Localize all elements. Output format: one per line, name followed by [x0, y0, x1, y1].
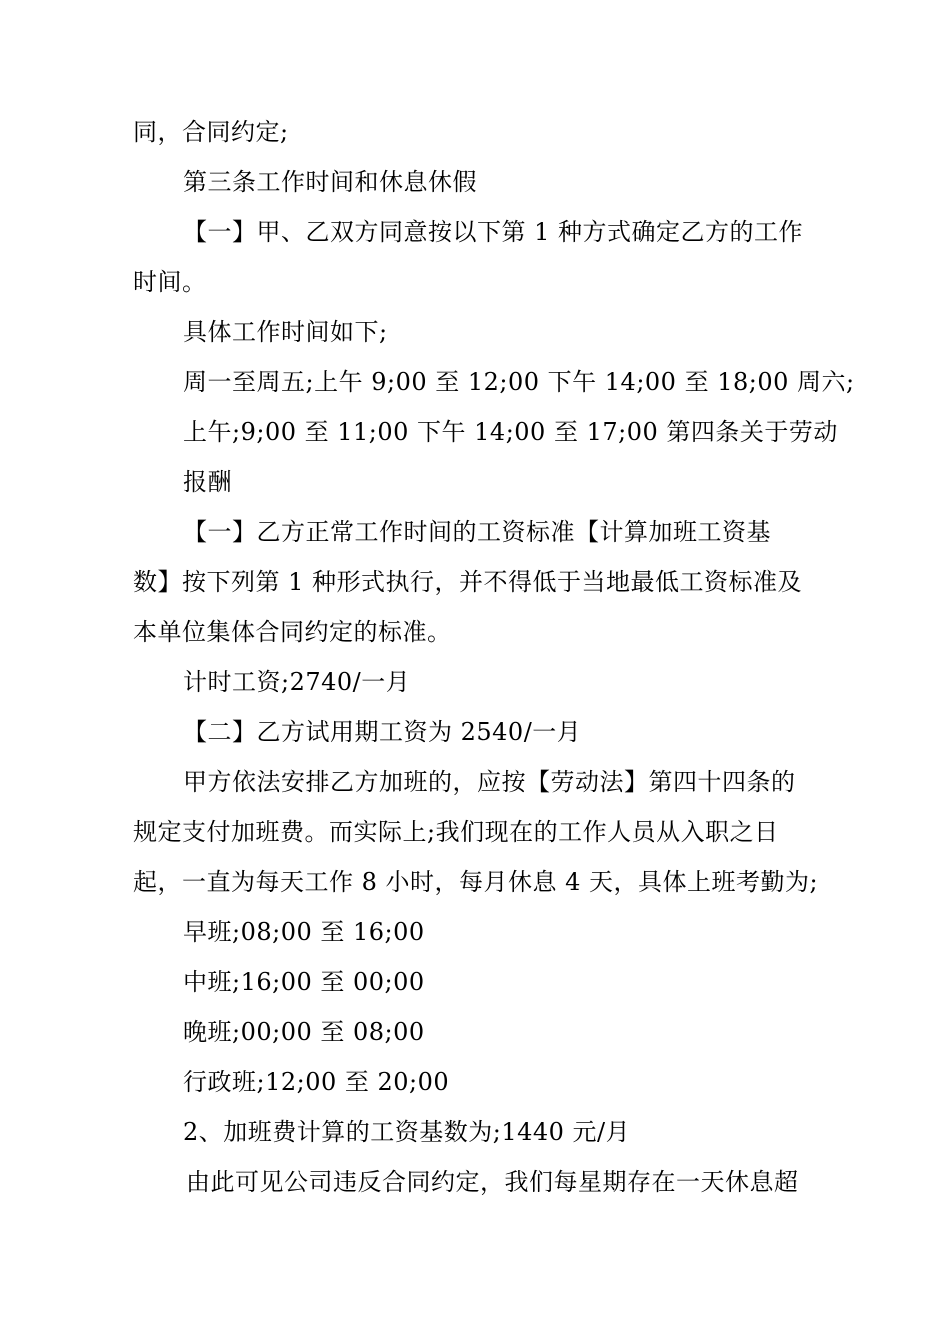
text-line: 起，一直为每天工作 8 小时，每月休息 4 天，具体上班考勤为;: [133, 868, 819, 896]
text-line: 具体工作时间如下;: [183, 318, 388, 346]
text-line: 规定支付加班费。而实际上;我们现在的工作人员从入职之日: [133, 818, 779, 846]
text-line: 报酬: [183, 468, 232, 496]
text-line: 中班;16;00 至 00;00: [183, 968, 425, 996]
text-line: 本单位集体合同约定的标准。: [133, 618, 452, 646]
text-line: 上午;9;00 至 11;00 下午 14;00 至 17;00 第四条关于劳动: [183, 418, 838, 446]
section-heading: 第三条工作时间和休息休假: [183, 168, 477, 196]
text-line: 时间。: [133, 268, 207, 296]
text-line: 甲方依法安排乙方加班的，应按【劳动法】第四十四条的: [183, 768, 796, 796]
text-line: 【一】甲、乙双方同意按以下第 1 种方式确定乙方的工作: [183, 218, 804, 246]
text-line: 2、加班费计算的工资基数为;1440 元/月: [183, 1118, 631, 1146]
text-line: 早班;08;00 至 16;00: [183, 918, 425, 946]
text-line: 同，合同约定;: [133, 118, 289, 146]
text-line: 【一】乙方正常工作时间的工资标准【计算加班工资基: [183, 518, 771, 546]
text-line: 行政班;12;00 至 20;00: [183, 1068, 450, 1096]
text-line: 【二】乙方试用期工资为 2540/一月: [183, 718, 582, 746]
text-line: 周一至周五;上午 9;00 至 12;00 下午 14;00 至 18;00 周六;: [183, 368, 855, 396]
text-line: 由此可见公司违反合同约定，我们每星期存在一天休息超: [186, 1168, 799, 1196]
text-line: 数】按下列第 1 种形式执行，并不得低于当地最低工资标准及: [133, 568, 803, 596]
text-line: 晚班;00;00 至 08;00: [183, 1018, 425, 1046]
text-line: 计时工资;2740/一月: [183, 668, 411, 696]
